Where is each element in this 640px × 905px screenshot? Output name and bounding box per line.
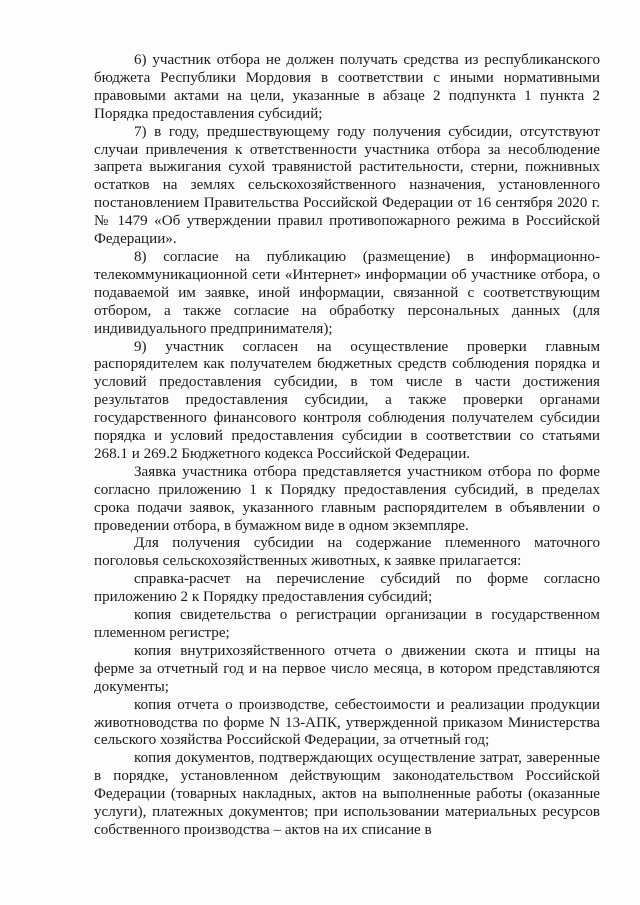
list-item-cost-documents: копия документов, подтверждающих осуществление затрат, заверенные в порядке, установленном действующим законодательством Российской Федерации (товарных накладных, актов на выполненные работы (оказанные услуги), платежных документов; при использовании материальных ресурсов собственного производства – актов на их списание в bbox=[94, 750, 600, 838]
document-body bbox=[94, 52, 600, 840]
list-item-production-report: копия отчета о производстве, себестоимости и реализации продукции животноводства по форме N 13-АПК, утвержденной приказом Министерства сельского хозяйства Российской Федерации, за отчетный год; bbox=[94, 696, 600, 749]
paragraph-6: 6) участник отбора не должен получать средства из республиканского бюджета Республики Мордовия в соответствии с иными нормативными правовыми актами на цели, указанные в абзаце 2 подпункта 1 пункта 2 Порядка предоставления субсидий; bbox=[94, 52, 600, 122]
paragraph-8: 8) согласие на публикацию (размещение) в информационно-телекоммуникационной сети «Интернет» информации об участнике отбора, о подаваемой им заявке, иной информации, связанной с соответствующим отбором, а также согласие на обработку персональных данных (для индивидуального предпринимателя); bbox=[94, 248, 600, 337]
list-item-livestock-report: копия внутрихозяйственного отчета о движении скота и птицы на ферме за отчетный год и на первое число месяца, в котором представляются документы; bbox=[94, 642, 600, 695]
list-item-calculation: справка-расчет на перечисление субсидий по форме согласно приложению 2 к Порядку предоставления субсидий; bbox=[94, 571, 600, 606]
list-item-registry-certificate: копия свидетельства о регистрации организации в государственном племенном регистре; bbox=[94, 607, 600, 641]
paragraph-application: Заявка участника отбора представляется участником отбора по форме согласно приложению 1 к Порядку предоставления субсидий, в пределах срока подачи заявок, указанного главным распорядителем в объявлении о проведении отбора, в бумажном виде в одном экземпляре. bbox=[94, 463, 600, 534]
paragraph-subsidy-intro: Для получения субсидии на содержание племенного маточного поголовья сельскохозяйственных животных, к заявке прилагается: bbox=[94, 535, 600, 570]
paragraph-7: 7) в году, предшествующему году получения субсидии, отсутствуют случаи привлечения к ответственности участника отбора за несоблюдение запрета выжигания сухой травянистой растительности, стерни, пожнивных остатков на землях сельскохозяйственного назначения, установленного постановлением Правительства Российской Федерации от 16 сентября 2020 г. № 1479 «Об утверждении правил противопожарного режима в Российской Федерации». bbox=[94, 123, 600, 248]
paragraph-9: 9) участник согласен на осуществление проверки главным распорядителем как получателем бюджетных средств соблюдения порядка и условий предоставления субсидии, в том числе в части достижения результатов предоставления субсидии, а также проверки органами государственного финансового контроля соблюдения получателем субсидии порядка и условий предоставления субсидии в соответствии со статьями 268.1 и 269.2 Бюджетного кодекса Российской Федерации. bbox=[94, 338, 600, 462]
